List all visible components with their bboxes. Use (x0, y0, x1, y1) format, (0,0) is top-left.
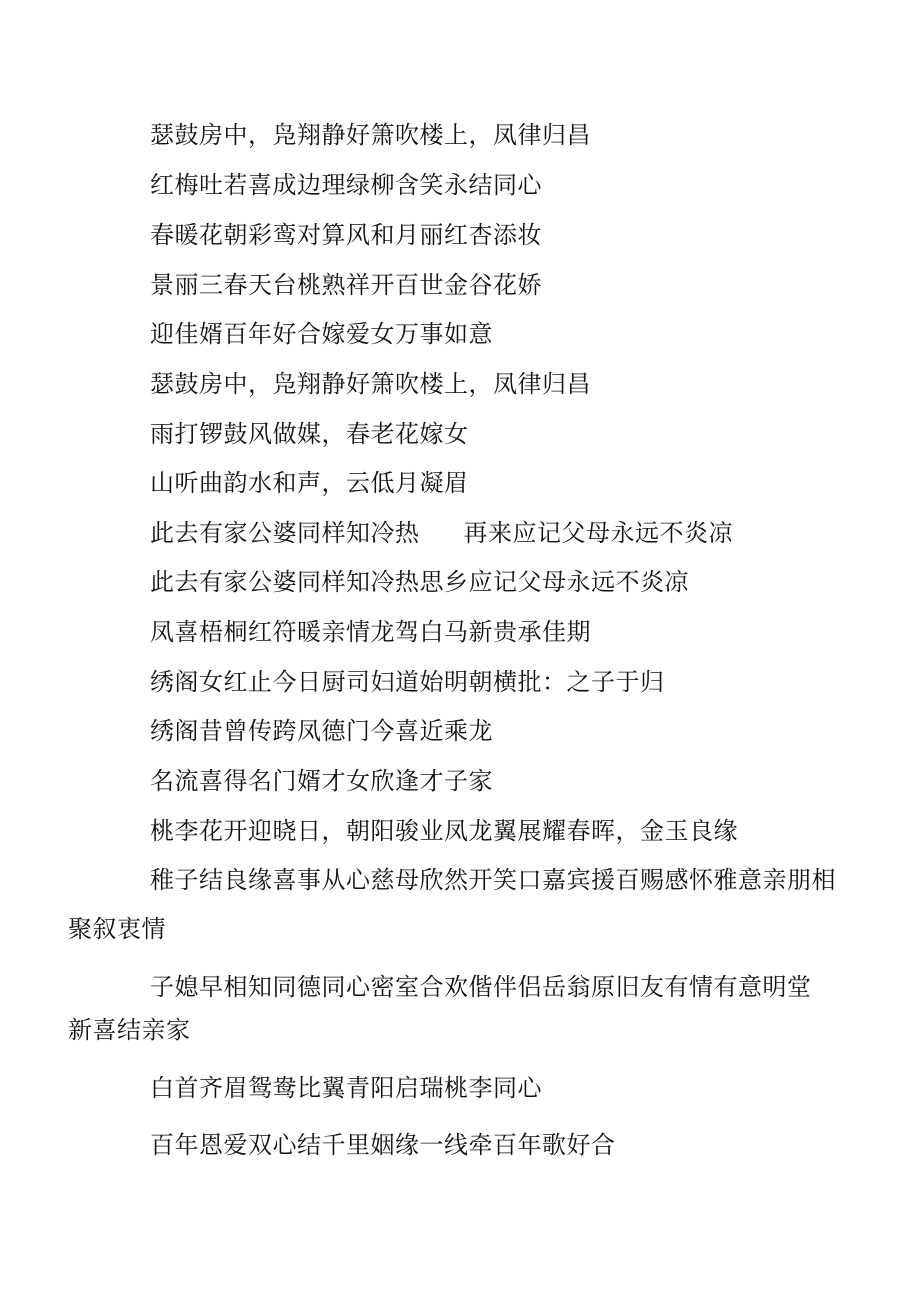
couplet-line-3: 春暖花朝彩鸾对算风和月丽红杏添妆 (150, 221, 542, 249)
couplet-line-10: 此去有家公婆同样知冷热思乡应记父母永远不炎凉 (150, 568, 689, 596)
couplet-line-1: 瑟鼓房中，凫翔静好箫吹楼上，凤律归昌 (150, 121, 591, 149)
couplet-line-13: 绣阁昔曾传跨凤德门今喜近乘龙 (150, 717, 493, 745)
couplet-line-19: 百年恩爱双心结千里姻缘一线牵百年歌好合 (150, 1131, 616, 1159)
couplet-line-12: 绣阁女红止今日厨司妇道始明朝横批：之子于归 (150, 668, 665, 696)
couplet-line-15: 桃李花开迎晓日，朝阳骏业凤龙翼展耀春晖，金玉良缘 (150, 817, 738, 845)
couplet-line-18: 白首齐眉鸳鸯比翼青阳启瑞桃李同心 (150, 1074, 542, 1102)
couplet-line-4: 景丽三春天台桃熟祥开百世金谷花娇 (150, 271, 542, 299)
couplet-line-8: 山听曲韵水和声，云低月凝眉 (150, 469, 469, 497)
couplet-line-5: 迎佳婿百年好合嫁爱女万事如意 (150, 320, 493, 348)
couplet-line-17: 子媳早相知同德同心密室合欢偕伴侣岳翁原旧友有情有意明堂 (150, 973, 812, 1001)
couplet-line-9-first: 此去有家公婆同样知冷热 (150, 519, 420, 547)
couplet-line-16-continued: 聚叙衷情 (68, 915, 166, 943)
couplet-line-17-continued: 新喜结亲家 (68, 1016, 191, 1044)
couplet-line-7: 雨打锣鼓风做媒，春老花嫁女 (150, 420, 469, 448)
couplet-line-9-second: 再来应记父母永远不炎凉 (463, 519, 733, 547)
couplet-line-6: 瑟鼓房中，凫翔静好箫吹楼上，凤律归昌 (150, 370, 591, 398)
couplet-line-16: 稚子结良缘喜事从心慈母欣然开笑口嘉宾援百赐感怀雅意亲朋相 (150, 866, 836, 894)
couplet-line-2: 红梅吐若喜成边理绿柳含笑永结同心 (150, 171, 542, 199)
couplet-line-11: 凤喜梧桐红符暖亲情龙驾白马新贵承佳期 (150, 618, 591, 646)
couplet-line-14: 名流喜得名门婿才女欣逢才子家 (150, 767, 493, 795)
couplet-line-9 (150, 518, 733, 548)
